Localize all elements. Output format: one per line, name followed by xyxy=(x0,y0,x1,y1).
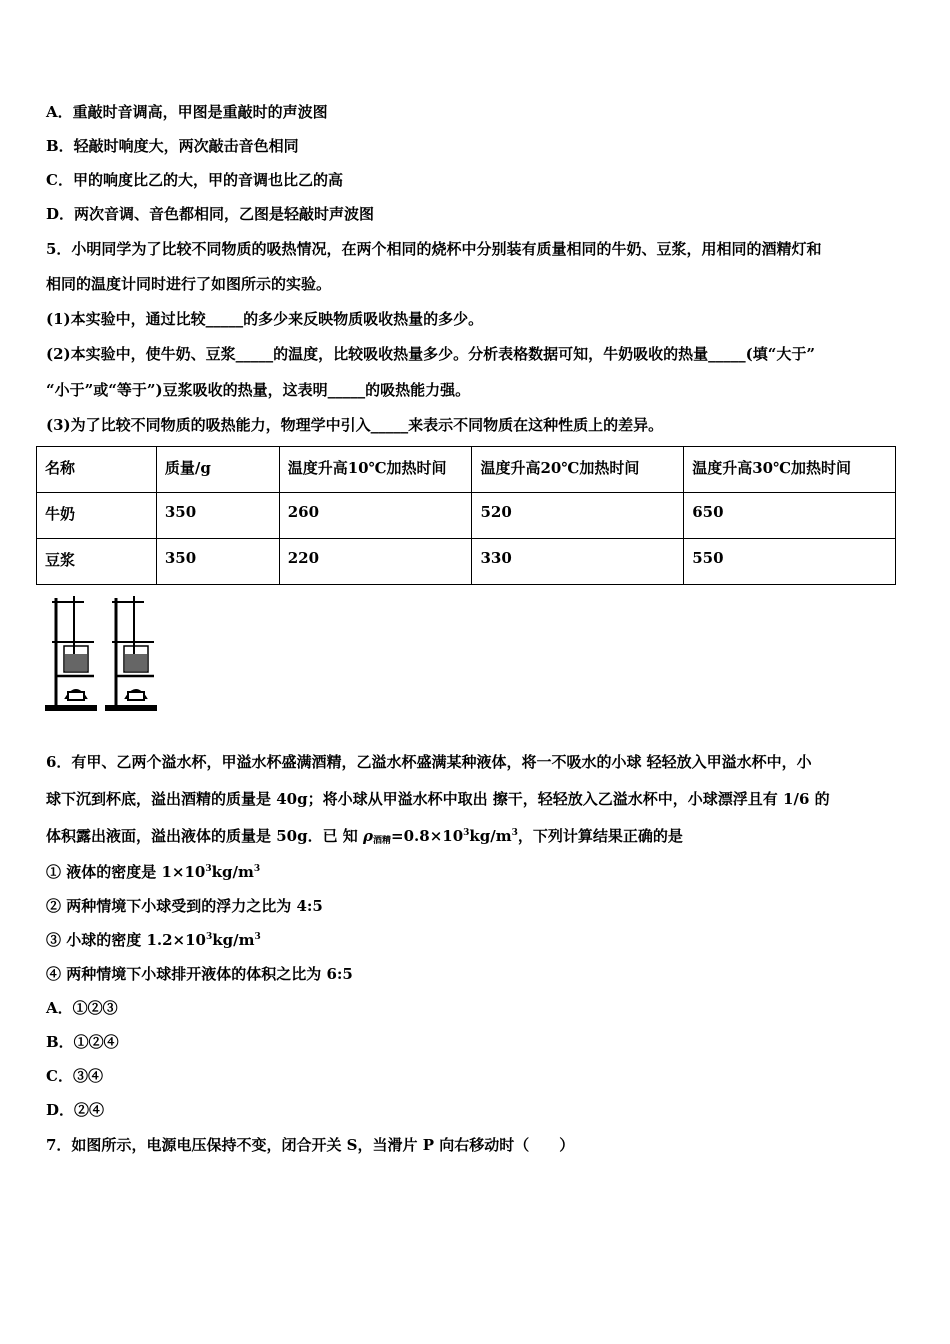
q5-part3: (3)为了比较不同物质的吸热能力，物理学中引入_____来表示不同物质在这种性质上的差异。 xyxy=(46,416,664,434)
q6-option-a: A．①②③ xyxy=(46,999,118,1017)
q6-statement-4: ④ 两种情境下小球排开液体的体积之比为 6:5 xyxy=(46,965,353,983)
q5-stem-line1: 5．小明同学为了比较不同物质的吸热情况，在两个相同的烧杯中分别装有质量相同的牛奶、豆浆，用相同的酒精灯和 xyxy=(46,240,822,258)
q6-statement-3 xyxy=(46,930,261,950)
statement-text: ③ 小球的密度 1.2×10 xyxy=(46,931,206,949)
unit-exponent: 3 xyxy=(254,932,261,942)
table-cell: 650 xyxy=(684,493,896,539)
q6-line3-prefix: 体积露出液面，溢出液体的质量是 50g．已 知 xyxy=(46,827,364,845)
table-header-cell: 温度升高20℃加热时间 xyxy=(472,447,684,493)
rho-subscript: 酒精 xyxy=(373,836,392,846)
q6-line3-value: =0.8×10 xyxy=(391,827,464,845)
statement-text: ① 液体的密度是 1×10 xyxy=(46,863,206,881)
unit: kg/m xyxy=(211,863,254,881)
q5-part2-line1: (2)本实验中，使牛奶、豆浆_____的温度，比较吸收热量多少。分析表格数据可知，牛奶吸收的热量_____(填“大于” xyxy=(46,345,815,363)
table-cell: 220 xyxy=(279,539,472,585)
q6-option-c: C．③④ xyxy=(46,1067,103,1085)
table-cell: 260 xyxy=(279,493,472,539)
unit-exponent: 3 xyxy=(253,864,261,874)
q5-part1: (1)本实验中，通过比较_____的多少来反映物质吸收热量的多少。 xyxy=(46,310,484,328)
table-header-cell: 温度升高30℃加热时间 xyxy=(684,447,896,493)
apparatus-right xyxy=(106,596,156,710)
table-cell: 豆浆 xyxy=(37,539,157,585)
table-row xyxy=(37,493,896,539)
apparatus-left xyxy=(46,596,96,710)
q7-stem: 7．如图所示，电源电压保持不变，闭合开关 S，当滑片 P 向右移动时（ ） xyxy=(46,1136,575,1154)
exponent: 3 xyxy=(463,828,470,838)
q4-option-b: B．轻敲时响度大，两次敲击音色相同 xyxy=(46,137,299,155)
rho-symbol: ρ xyxy=(363,827,374,845)
q6-stem-line2: 球下沉到杯底，溢出酒精的质量是 40g；将小球从甲溢水杯中取出 擦干，轻轻放入乙溢水杯中，小球漂浮且有 1/6 的 xyxy=(46,790,830,808)
q6-option-b: B．①②④ xyxy=(46,1033,119,1051)
q6-stem-line1: 6．有甲、乙两个溢水杯，甲溢水杯盛满酒精，乙溢水杯盛满某种液体，将一不吸水的小球 轻轻放入甲溢水杯中，小 xyxy=(46,753,812,771)
q5-part2-line2: “小于”或“等于”)豆浆吸收的热量，这表明_____的吸热能力强。 xyxy=(46,381,471,399)
q4-option-a: A．重敲时音调高，甲图是重敲时的声波图 xyxy=(46,103,328,121)
unit: kg/m xyxy=(212,931,255,949)
table-cell: 350 xyxy=(156,539,279,585)
q6-statement-2: ② 两种情境下小球受到的浮力之比为 4:5 xyxy=(46,897,323,915)
exponent: 3 xyxy=(205,932,213,942)
heating-apparatus-figure xyxy=(44,594,160,714)
table-cell: 330 xyxy=(472,539,684,585)
q6-line3-suffix: ，下列计算结果正确的是 xyxy=(517,827,683,845)
table-cell: 550 xyxy=(684,539,896,585)
table-header-cell: 质量/g xyxy=(156,447,279,493)
unit: kg/m xyxy=(469,827,512,845)
q6-stem-line3 xyxy=(46,826,683,851)
table-cell: 牛奶 xyxy=(37,493,157,539)
table-header-cell: 温度升高10℃加热时间 xyxy=(279,447,472,493)
q4-option-c: C．甲的响度比乙的大，甲的音调也比乙的高 xyxy=(46,171,343,189)
table-header-cell: 名称 xyxy=(37,447,157,493)
q6-option-d: D．②④ xyxy=(46,1101,105,1119)
q5-stem-line2: 相同的温度计同时进行了如图所示的实验。 xyxy=(46,275,332,293)
table-header-row xyxy=(37,447,896,493)
unit-exponent: 3 xyxy=(511,828,518,838)
heating-data-table xyxy=(36,446,896,585)
exponent: 3 xyxy=(205,864,212,874)
q4-option-d: D．两次音调、音色都相同，乙图是轻敲时声波图 xyxy=(46,205,375,223)
table-row xyxy=(37,539,896,585)
table-cell: 520 xyxy=(472,493,684,539)
q6-statement-1 xyxy=(46,862,260,882)
table-cell: 350 xyxy=(156,493,279,539)
